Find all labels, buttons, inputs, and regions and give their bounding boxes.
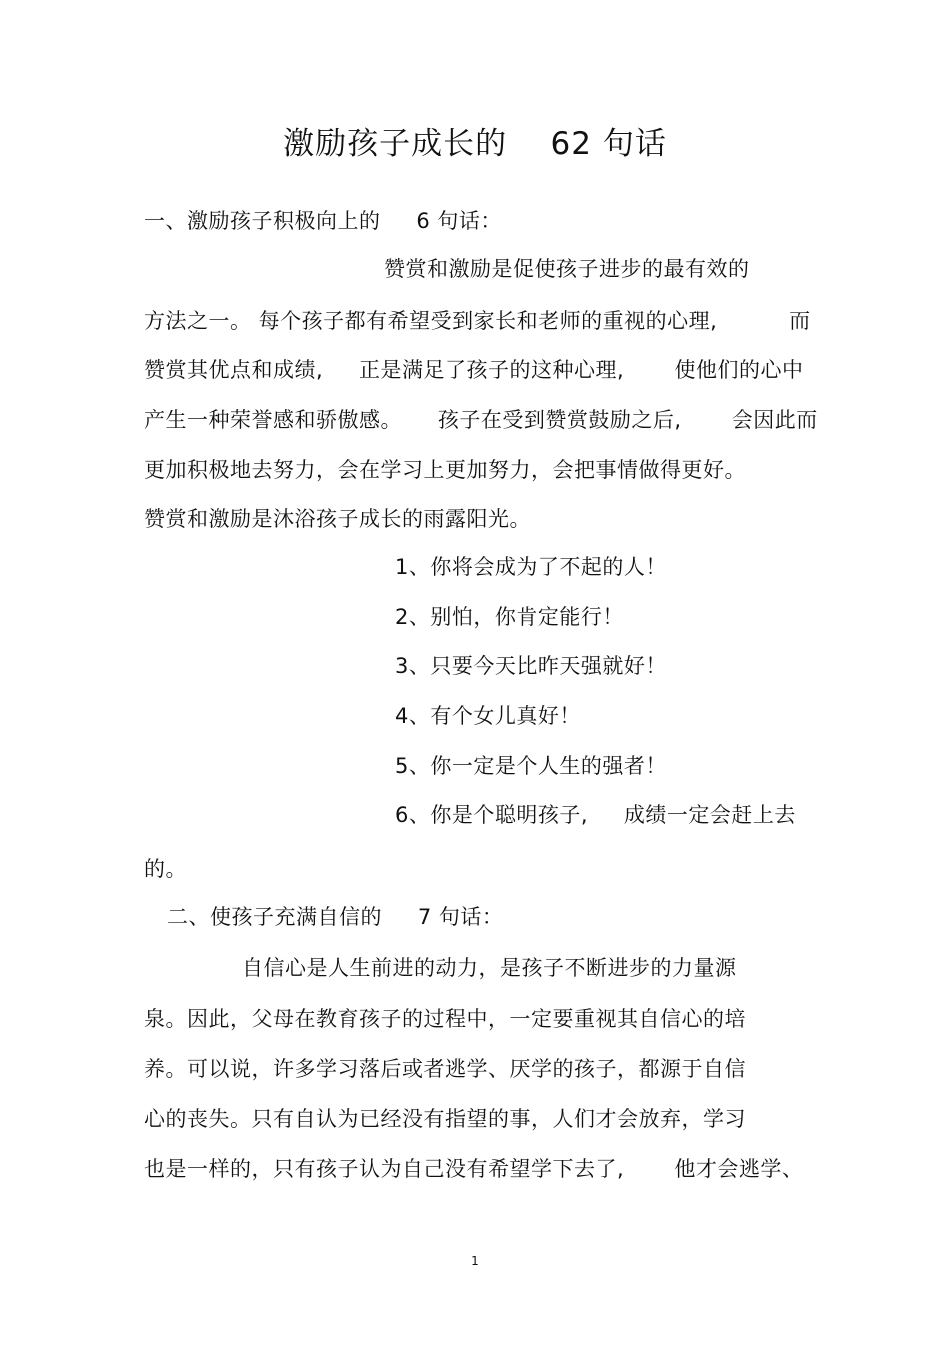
section1-paragraph-line: 方法之一。 每个孩子都有希望受到家长和老师的重视的心理, 而 — [144, 309, 811, 333]
section1-paragraph-line: 赞赏和激励是促使孩子进步的最有效的 — [384, 257, 750, 281]
section1-paragraph-line: 赞赏其优点和成绩, 正是满足了孩子的这种心理, 使他们的心中 — [144, 358, 804, 382]
list-item: 2、别怕，你肯定能行！ — [395, 605, 624, 629]
list-item: 3、只要今天比昨天强就好！ — [395, 654, 667, 678]
section2-paragraph-line: 心的丧失。只有自认为已经没有指望的事，人们才会放弃，学习 — [144, 1107, 746, 1131]
document-title: 激励孩子成长的 62 句话 — [283, 126, 667, 162]
section1-paragraph-line: 赞赏和激励是沐浴孩子成长的雨露阳光。 — [144, 507, 531, 531]
section2-paragraph-line: 自信心是人生前进的动力，是孩子不断进步的力量源 — [242, 956, 737, 980]
section2-paragraph-line: 泉。因此，父母在教育孩子的过程中，一定要重视其自信心的培 — [144, 1007, 746, 1031]
section2-paragraph-line: 养。可以说，许多学习落后或者逃学、厌学的孩子，都源于自信 — [144, 1057, 746, 1081]
section2-heading: 二、使孩子充满自信的 7 句话： — [167, 905, 504, 929]
section1-heading: 一、激励孩子积极向上的 6 句话： — [144, 209, 502, 233]
list-item-continuation: 的。 — [144, 857, 187, 881]
list-item: 4、有个女儿真好！ — [395, 704, 581, 728]
list-item: 6、你是个聪明孩子, 成绩一定会赶上去 — [395, 803, 796, 827]
list-item: 5、你一定是个人生的强者！ — [395, 754, 667, 778]
page-number: 1 — [471, 1254, 479, 1268]
section1-paragraph-line: 产生一种荣誉感和骄傲感。 孩子在受到赞赏鼓励之后, 会因此而 — [144, 408, 818, 432]
section1-paragraph-line: 更加积极地去努力，会在学习上更加努力，会把事情做得更好。 — [144, 458, 746, 482]
list-item: 1、你将会成为了不起的人！ — [395, 555, 667, 579]
section2-paragraph-line: 也是一样的，只有孩子认为自己没有希望学下去了, 他才会逃学、 — [144, 1157, 804, 1181]
